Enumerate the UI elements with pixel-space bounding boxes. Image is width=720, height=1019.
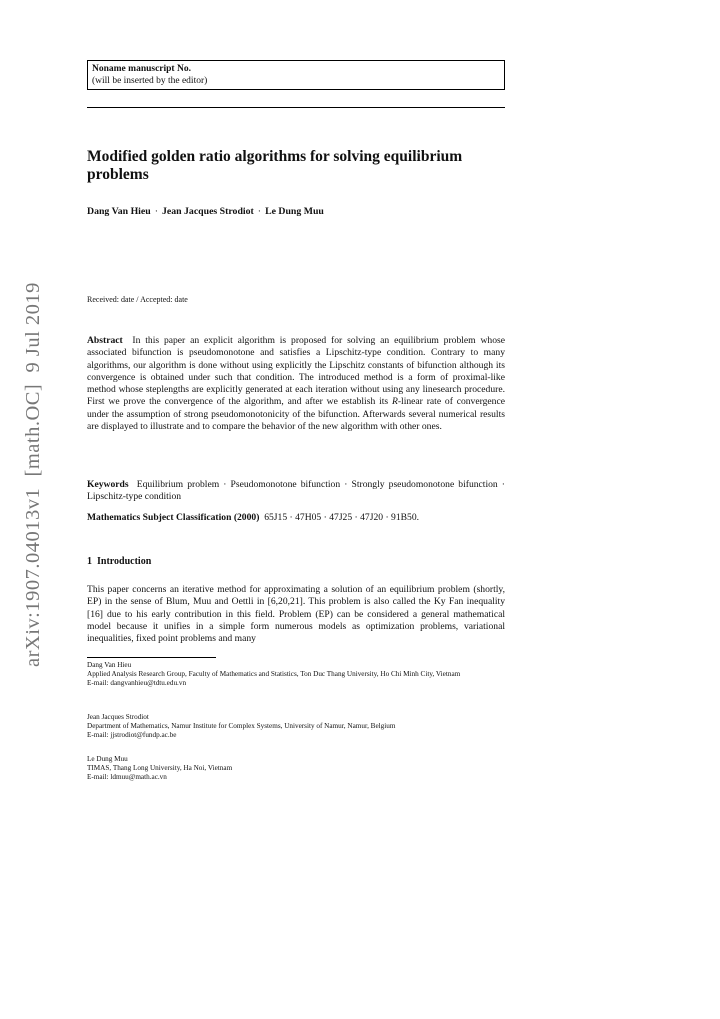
abstract-label: Abstract <box>87 335 123 346</box>
affiliation-address: TIMAS, Thang Long University, Ha Noi, Vietnam <box>87 764 233 773</box>
received-date: Received: date / Accepted: date <box>87 295 188 304</box>
intro-paragraph: This paper concerns an iterative method for approximating a solution of an equilibrium problem (shortly, EP) in the sense of Blum, Muu and Oettli in [6,20,21]. This problem is also called the Ky Fan inequality [16] due to his early contribution in this field. Problem (EP) can be considered a general mathematical model because it unifies in a simple form numerous models as optimization problems, variational inequalities, fixed point problems and many <box>87 584 505 644</box>
author-3: Le Dung Muu <box>265 206 324 217</box>
affiliation-name: Le Dung Muu <box>87 755 128 763</box>
section-number: 1 <box>87 556 92 567</box>
manuscript-number-label: Noname manuscript No. <box>92 64 191 74</box>
section-heading <box>87 556 151 567</box>
author-separator: · <box>257 206 262 217</box>
affiliation-address: Applied Analysis Research Group, Faculty of Mathematics and Statistics, Ton Duc Thang University, Ho Chi Minh City, Vietnam <box>87 670 461 679</box>
paper-title: Modified golden ratio algorithms for solving equilibrium problems <box>87 148 463 183</box>
affiliation-name: Jean Jacques Strodiot <box>87 713 149 721</box>
abstract-text-2: -linear rate of convergence under the assumption of strong pseudomonotonicity of the bifunction. Afterwards several numerical results are displayed to illustrate and to compare the behavior of the new algorithm with other ones. <box>87 396 506 432</box>
editor-note: (will be inserted by the editor) <box>92 76 208 86</box>
author-1: Dang Van Hieu <box>87 206 151 217</box>
author-affiliation-2 <box>87 713 507 740</box>
section-title: Introduction <box>97 556 152 567</box>
keywords-label: Keywords <box>87 479 129 490</box>
affiliation-email: E-mail: jjstrodiot@fundp.ac.be <box>87 731 177 740</box>
msc-label: Mathematics Subject Classification (2000) <box>87 512 260 523</box>
arxiv-identifier-stamp: arXiv:1907.04013v1 [math.OC] 9 Jul 2019 <box>22 282 44 667</box>
author-list <box>87 206 387 218</box>
msc-classification <box>87 512 505 524</box>
abstract-r-symbol: R <box>391 396 398 408</box>
author-2: Jean Jacques Strodiot <box>161 206 254 217</box>
keywords-text: Equilibrium problem · Pseudomonotone bifunction · Strongly pseudomonotone bifunction · Lipschitz-type condition <box>87 479 505 503</box>
msc-codes: 65J15 · 47H05 · 47J25 · 47J20 · 91B50. <box>264 512 420 523</box>
abstract-text-1: In this paper an explicit algorithm is proposed for solving an equilibrium problem whose associated bifunction is pseudomonotone and satisfies a Lipschitz-type condition. Contrary to many algorithms, our algorithm is done without using explicitly the Lipschitz constants of bifunction although its convergence is obtained under such that condition. The introduced method is a form of proximal-like method whose steplengths are explicitly generated at each iteration without using any linesearch procedure. First we prove the convergence of the algorithm, and after we establish its <box>87 335 506 408</box>
affiliation-name: Dang Van Hieu <box>87 661 132 669</box>
abstract <box>87 335 505 433</box>
footnote-rule <box>87 657 216 658</box>
affiliation-email: E-mail: ldmuu@math.ac.vn <box>87 773 167 782</box>
author-affiliation-1 <box>87 661 507 688</box>
manuscript-header-box <box>87 60 505 90</box>
title-rule <box>87 107 505 108</box>
keywords <box>87 479 505 504</box>
affiliation-email: E-mail: dangvanhieu@tdtu.edu.vn <box>87 679 187 688</box>
author-affiliation-3 <box>87 755 507 782</box>
author-separator: · <box>154 206 158 217</box>
affiliation-address: Department of Mathematics, Namur Institute for Complex Systems, University of Namur, Namur, Belgium <box>87 722 396 731</box>
